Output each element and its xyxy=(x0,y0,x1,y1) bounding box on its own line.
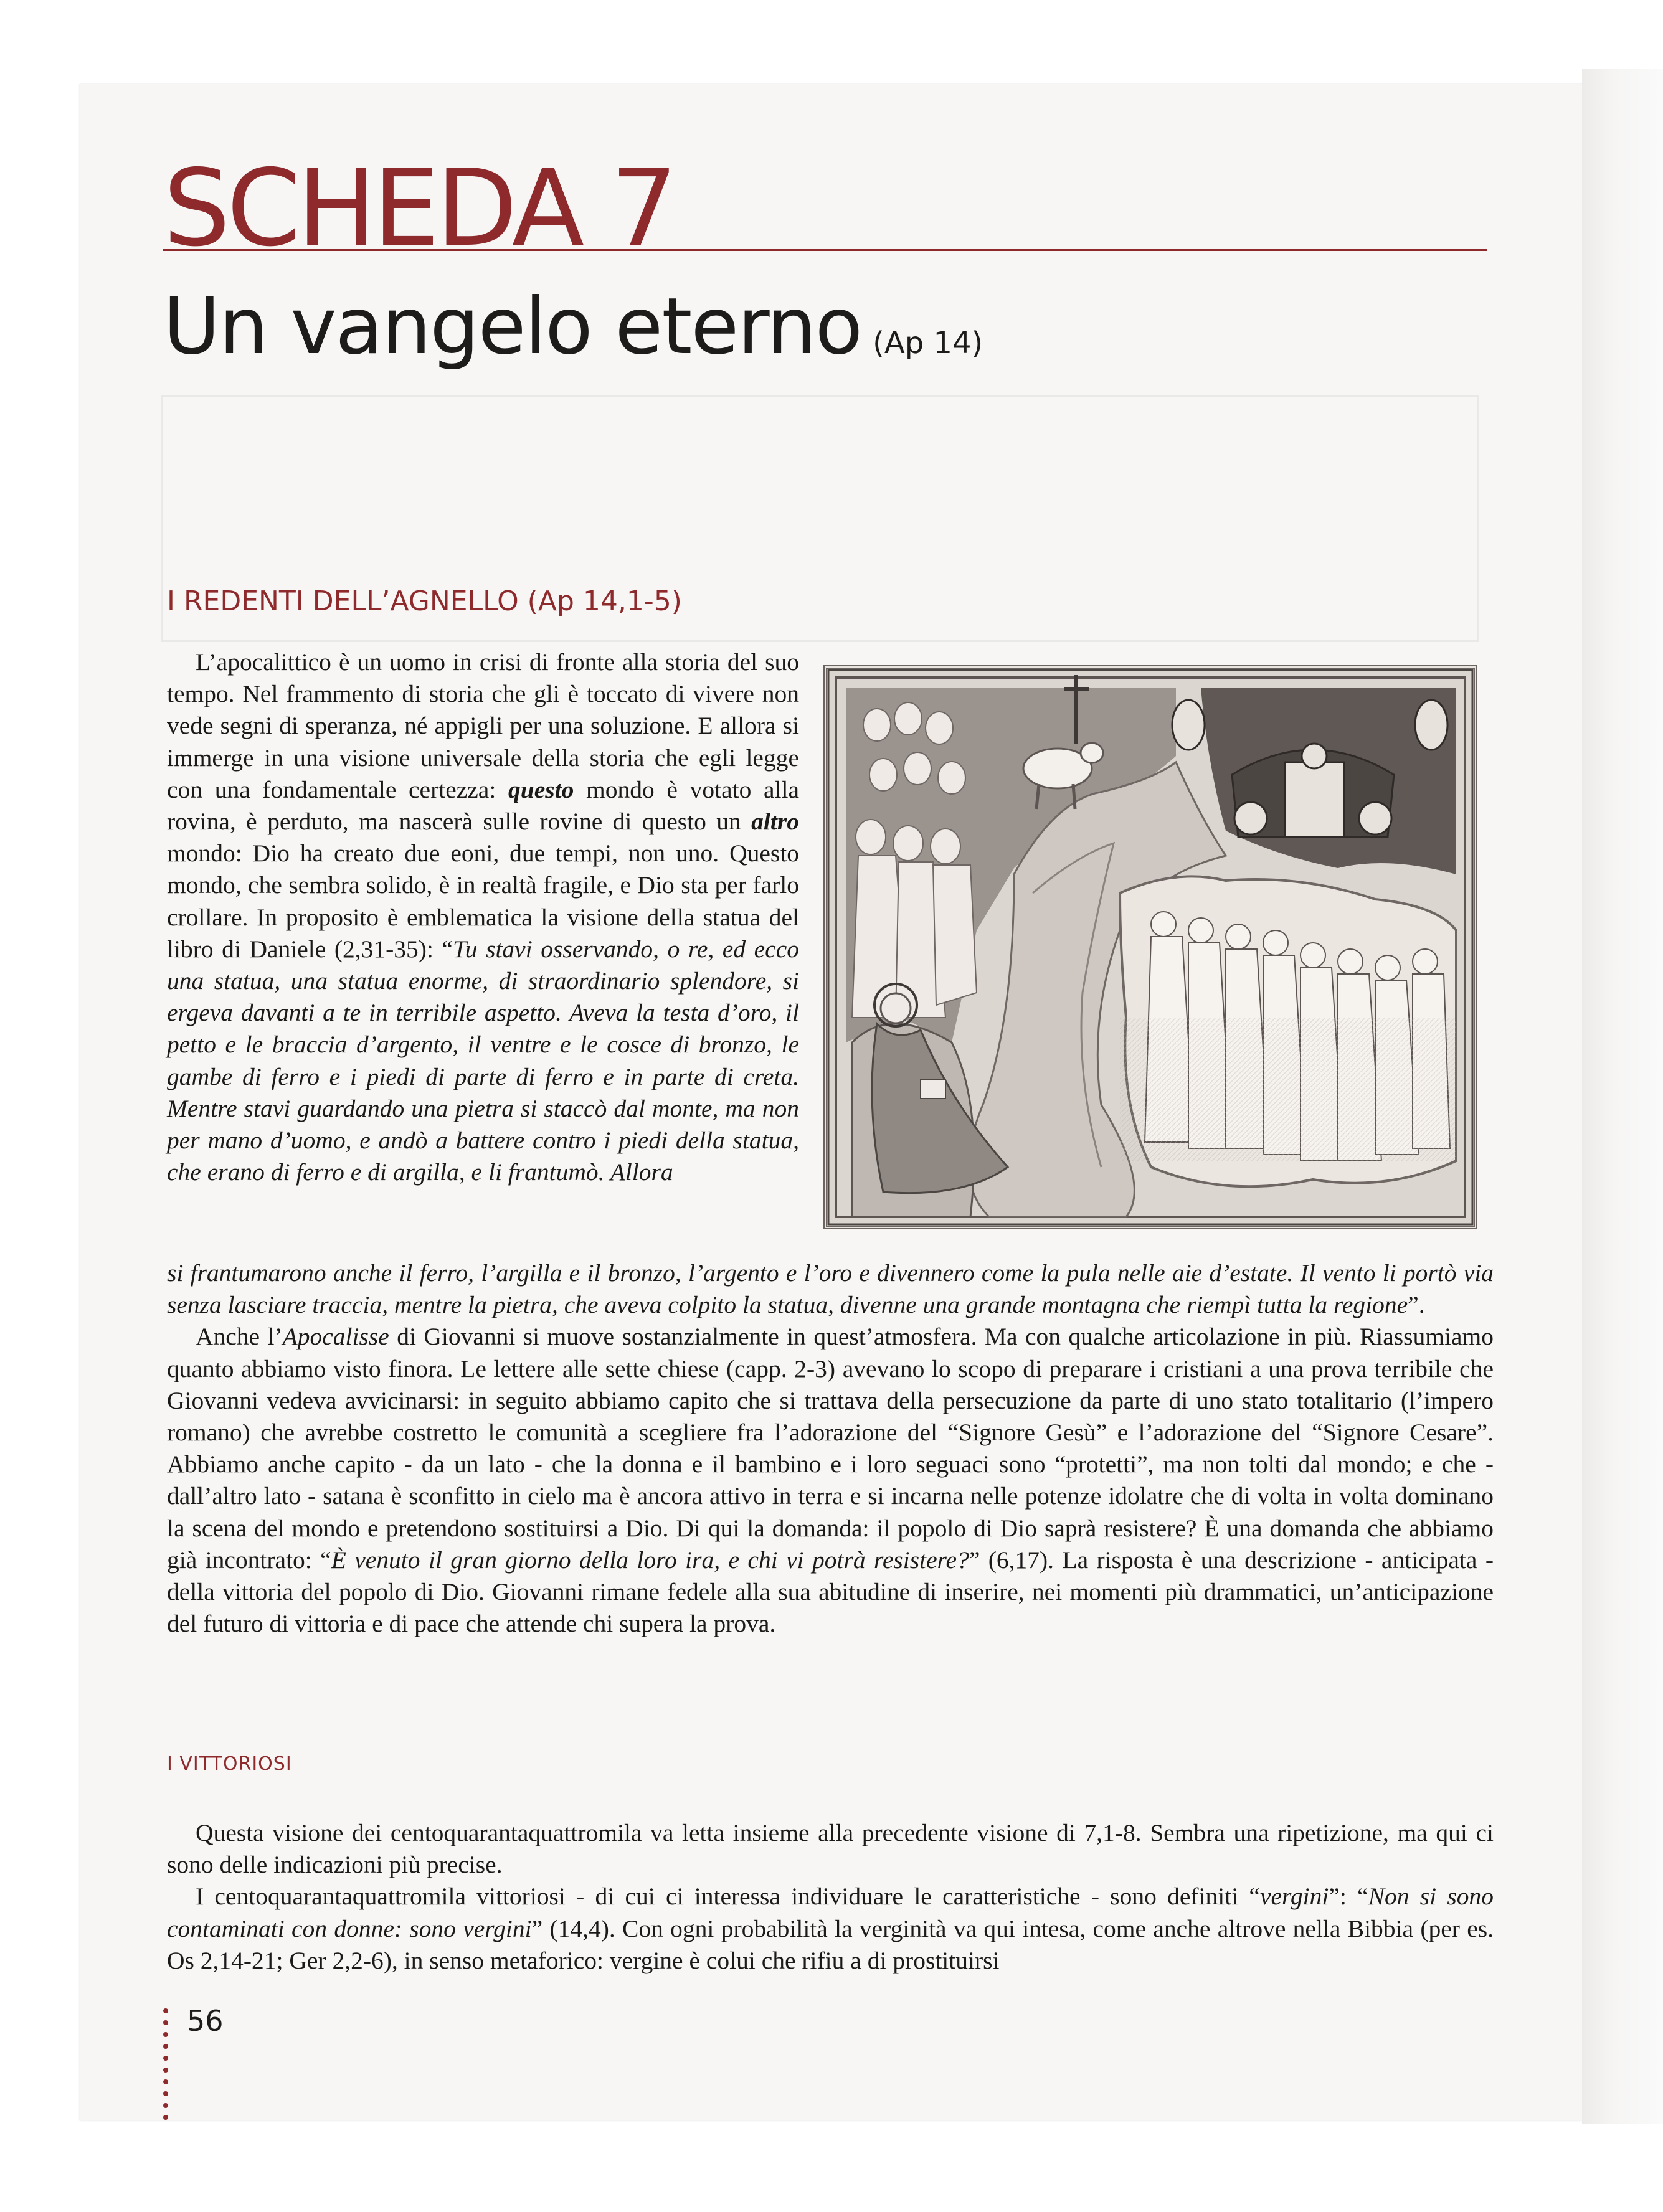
text-run: L’apocalittico è un uomo in crisi di fronte alla storia del suo tempo. Nel frammento di storia che gli è toccato di vivere non vede segni di speranza, né appigli per una soluzione. E allora si immerge in una visione universale della storia che egli legge con una fondamentale certezza: xyxy=(167,648,799,803)
subsection-paragraph-2 xyxy=(167,1881,1494,1977)
text-run: di Giovanni si muove sostanzialmente in quest’atmosfera. Ma con qualche articolazione in più. Riassumiamo quanto abbiamo visto finora. Le lettere alle sette chiese (capp. 2-3) avevano lo scopo di preparare i cristiani a una prova terribile che Giovanni vedeva avvicinarsi: in seguito abbiamo capito che si trattava della persecuzione da parte di uno stato totalitario (l’impero romano) che avrebbe costretto le comunità a scegliere fra l’adorazione del “Signore Gesù” e l’adorazione del “Signore Cesare”. Abbiamo anche capito - da un lato - che la donna e il bambino e i loro seguaci sono “protetti”, ma non tolti dal mondo; e che - dall’altro lato - satana è sconfitto in cielo ma è ancora attivo in terra e si incarna nelle potenze idolatre che di volta in volta dominano la scena del mondo e pretendono sostituirsi a Dio. Di qui la domanda: il popolo di Dio saprà resistere? È una domanda che abbiamo già incontrato: “ xyxy=(167,1323,1494,1574)
scheda-label: SCHEDA 7 xyxy=(163,147,675,270)
quote-6-17: È venuto il gran giorno della loro ira, e chi vi potrà resistere? xyxy=(331,1546,969,1574)
page-number: 56 xyxy=(187,2004,224,2038)
text-run: I centoquarantaquattromila vittoriosi - di cui ci interessa individuare le caratteristiche - sono definiti “ xyxy=(196,1883,1260,1911)
text-run: Anche l’ xyxy=(196,1323,283,1351)
emphasis-apocalisse: Apocalisse xyxy=(282,1323,389,1351)
body-paragraph-1 xyxy=(167,646,799,1188)
text-run: ” (14,4). Con ogni probabilità la verginità va qui intesa, come anche altrove nella Bibbia (per es. Os 2,14-21; Ger 2,2-6), in senso metaforico: vergine è colui che rifiu a di prostituirsi xyxy=(167,1914,1494,1974)
text-run: mondo è votato alla rovina, è perduto, ma nascerà sulle rovine di questo un xyxy=(167,775,799,836)
page-title xyxy=(163,283,983,387)
miniature-image xyxy=(827,669,1474,1226)
paragraph-narrow xyxy=(167,646,799,1188)
section-heading: I REDENTI DELL’AGNELLO (Ap 14,1-5) xyxy=(167,585,682,617)
text-run: ” (6,17). La risposta è una descrizione - anticipata - della vittoria del popolo di Dio. Giovanni rimane fedele alla sua abitudine di inserire, nei momenti più drammatici, un’anticipazione del futuro di vittoria e di pace che attende chi supera la prova. xyxy=(167,1546,1494,1638)
emphasis-vergini: vergini xyxy=(1259,1883,1329,1911)
daniel-quote-continued: si frantumarono anche il ferro, l’argilla e il bronzo, l’argento e l’oro e divennero come la pula nelle aie d’estate. Il vento li portò via senza lasciare traccia, mentre la pietra, che aveva colpito la statua, divenne una grande montagna che riempì tutta la regione xyxy=(167,1259,1494,1319)
text-run: ”. xyxy=(1408,1291,1425,1319)
subsection-paragraph-1: Questa visione dei centoquarantaquattromila va letta insieme alla precedente visione di 7,1-8. Sembra una ripetizione, ma qui ci sono delle indicazioni più precise. xyxy=(167,1819,1494,1879)
decorative-dots xyxy=(163,2008,169,2127)
subsection-heading: I VITTORIOSI xyxy=(167,1753,292,1775)
text-run: ”: “ xyxy=(1329,1883,1368,1911)
quote-14-4: Non si sono contaminati con donne: sono vergini xyxy=(167,1883,1494,1942)
emphasis-altro: altro xyxy=(751,808,799,836)
body-paragraph-2 xyxy=(167,1321,1494,1640)
daniel-quote: Tu stavi osservando, o re, ed ecco una statua, una statua enorme, di straordinario splendore, si ergeva davanti a te in terribile aspetto. Aveva la testa d’oro, il petto e le braccia d’argento, il ventre e le cosce di bronzo, le gambe di ferro e i piedi di parte di ferro e in parte di creta. Mentre stavi guardando una pietra si staccò dal monte, ma non per mano d’uomo, e andò a battere contro i piedi della statua, che erano di ferro e di argilla, e li frantumò. Allora xyxy=(167,935,799,1186)
paragraph-full xyxy=(167,1257,1494,1640)
title-rule xyxy=(163,249,1487,251)
illuminated-miniature xyxy=(823,665,1477,1229)
adjacent-page-edge xyxy=(1582,69,1663,2124)
title-reference: (Ap 14) xyxy=(873,326,983,361)
title-text: Un vangelo eterno xyxy=(163,281,862,372)
text-run: mondo: Dio ha creato due eoni, due tempi, non uno. Questo mondo, che sembra solido, è in realtà fragile, e Dio sta per farlo crollare. In proposito è emblematica la visione della statua del libro di Daniele (2,31-35): “ xyxy=(167,839,799,963)
emphasis-questo: questo xyxy=(508,775,574,803)
subsection-text xyxy=(167,1817,1494,1977)
body-paragraph-1-continued xyxy=(167,1257,1494,1321)
